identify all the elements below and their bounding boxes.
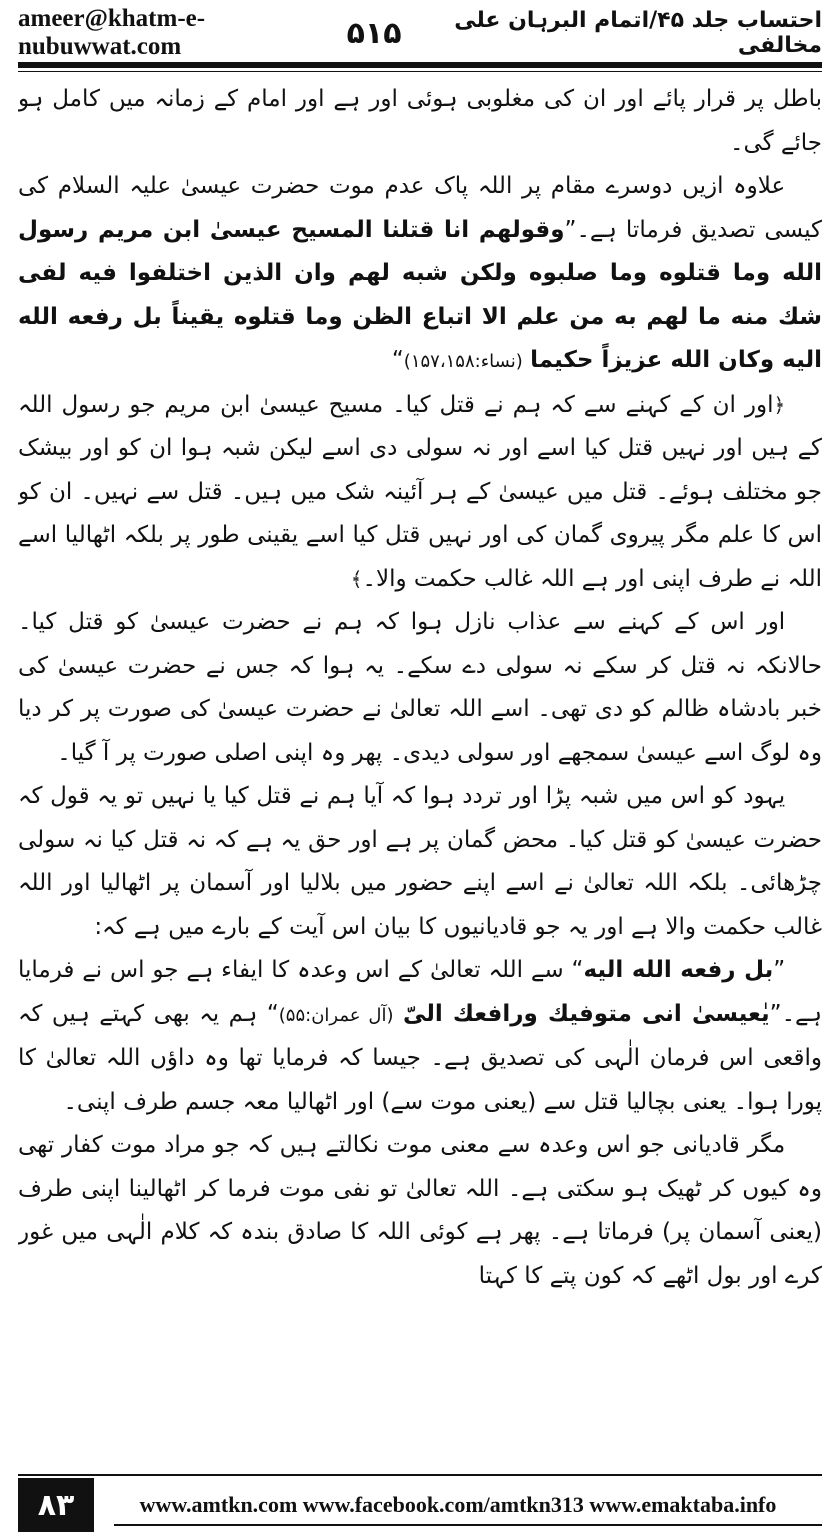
- quran-reference: (نساء:۱۵۷،۱۵۸): [403, 351, 523, 372]
- page-header: [18, 5, 822, 60]
- footer-rule: [18, 1474, 822, 1476]
- p6-arabic-phrase-2: يٰعيسىٰ انى متوفيك ورافعك الىّ: [402, 1000, 770, 1027]
- paragraph-4: اور اس کے کہنے سے عذاب نازل ہوا کہ ہم نے حضرت عیسیٰ کو قتل کیا۔ حالانکہ نہ قتل کر سکے نہ سولی دے سکے۔ یہ ہوا کہ جس نے حضرت عیسیٰ کی خبر بادشاہ ظالم کو دی تھی۔ اسے اللہ تعالیٰ نے حضرت عیسیٰ کی صورت پر کر دیا وہ لوگ اسے عیسیٰ سمجھے اور سولی دیدی۔ پھر وہ اپنی اصلی صورت پر آ گیا۔: [18, 609, 822, 766]
- header-rule-thick: [18, 62, 822, 68]
- header-book-title: احتساب جلد ۴۵/اتمام البرہان علی مخالفی: [454, 8, 822, 58]
- translation-text: اور ان کے کہنے سے کہ ہم نے قتل کیا۔ مسیح عیسیٰ ابن مریم جو رسول اللہ کے ہیں اور نہیں قتل کیا اسے اور نہ سولی دی اسے لیکن شبہ ہوا ان کو اور بیشک جو مختلف ہوئے۔ قتل میں عیسیٰ کے ہر آئینہ شک میں ہیں۔ قتل سے نہیں۔ ان کو اس کا علم مگر پیروی گمان کی اور نہیں قتل کیا اسے یقینی طور پر بلکہ اٹھالیا اسے اللہ نے طرف اپنی اور ہے اللہ غالب حکمت والا۔: [18, 391, 822, 592]
- p6-arabic-phrase: بل رفعه الله اليه: [583, 957, 774, 983]
- header-email: ameer@khatm-e-nubuwwat.com: [18, 5, 206, 60]
- p6-quote-open-2: ”: [769, 1000, 782, 1027]
- footer-website-links: www.amtkn.com www.facebook.com/amtkn313 www.emaktaba.info: [139, 1492, 777, 1517]
- header-rule-thin: [18, 71, 822, 72]
- paragraph-1: باطل پر قرار پائے اور ان کی مغلوبی ہوئی اور ہے اور امام کے زمانہ میں کامل ہو جائے گی۔: [18, 86, 822, 156]
- quote-open: ”: [564, 216, 577, 243]
- quote-close: “: [391, 347, 404, 373]
- quran-verse: وقولهم انا قتلنا المسيح عيسىٰ ابن مريم رسول الله وما قتلوه وما صلبوه ولكن شبه لهم وان الذين اختلفوا فيه لفى شك منه ما لهم به من علم الا اتباع الظن وما قتلوه يقيناً بل رفعه الله اليه وكان الله عزيزاً حكيما: [18, 216, 822, 373]
- p6-text-a: “ سے اللہ تعالیٰ کے اس وعدہ کا ایفاء ہے جو اس نے فرمایا ہے۔: [18, 957, 822, 1027]
- p6-quote-open: ”: [773, 957, 786, 983]
- footer-underline: [114, 1524, 822, 1526]
- page-footer: [18, 1478, 822, 1532]
- footer-page-number: ۸۳: [18, 1478, 94, 1532]
- paragraph-5: یہود کو اس میں شبہ پڑا اور تردد ہوا کہ آیا ہم نے قتل کیا یا نہیں تو یہ قول کہ حضرت عیسیٰ کو قتل کیا۔ محض گمان پر ہے اور حق یہ ہے کہ نہ قتل کیا نہ سولی چڑھائی۔ بلکہ اللہ تعالیٰ نے اسے اپنے حضور میں بلالیا اور آسمان پر اٹھالیا اور اللہ غالب حکمت والا ہے اور یہ جو قادیانیوں کا بیان اس آیت کے بارے میں ہے کہ:: [18, 783, 822, 940]
- translation-paragraph: [18, 384, 822, 602]
- p6-reference: (آل عمران:۵۵): [278, 1004, 394, 1026]
- header-page-number: ۵۱۵: [346, 15, 402, 51]
- translation-bracket-close: ﴾: [350, 566, 363, 591]
- paragraph-2-intro: علاوہ ازیں دوسرے مقام پر اللہ پاک عدم موت حضرت عیسیٰ علیہ السلام کی کیسی تصدیق فرماتا ہے۔: [18, 173, 822, 243]
- body-text: [18, 78, 822, 1464]
- p6-text-b: “ ہم یہ بھی کہتے ہیں کہ واقعی اس فرمان الٰہی کی تصدیق ہے۔ جیسا کہ فرمایا تھا وہ داؤں اللہ تعالیٰ کا پورا ہوا۔ یعنی بچالیا قتل سے (یعنی موت سے) اور اٹھالیا معہ جسم طرف اپنی۔: [18, 1000, 822, 1115]
- translation-bracket-open: ﴿: [773, 392, 786, 417]
- paragraph-6: [18, 949, 822, 1124]
- header-left: [18, 5, 402, 61]
- paragraph-2: [18, 165, 822, 384]
- paragraph-7: مگر قادیانی جو اس وعدہ سے معنی موت نکالتے ہیں کہ جو مراد موت کفار تھی وہ کیوں کر ٹھیک ہو سکتی ہے۔ اللہ تعالیٰ تو نفی موت فرما کر اٹھالینا اپنی طرف (یعنی آسمان پر) فرماتا ہے۔ پھر ہے کوئی اللہ کا صادق بندہ کہ کلام الٰہی میں غور کرے اور بول اٹھے کہ کون پتے کا کہتا: [18, 1132, 822, 1289]
